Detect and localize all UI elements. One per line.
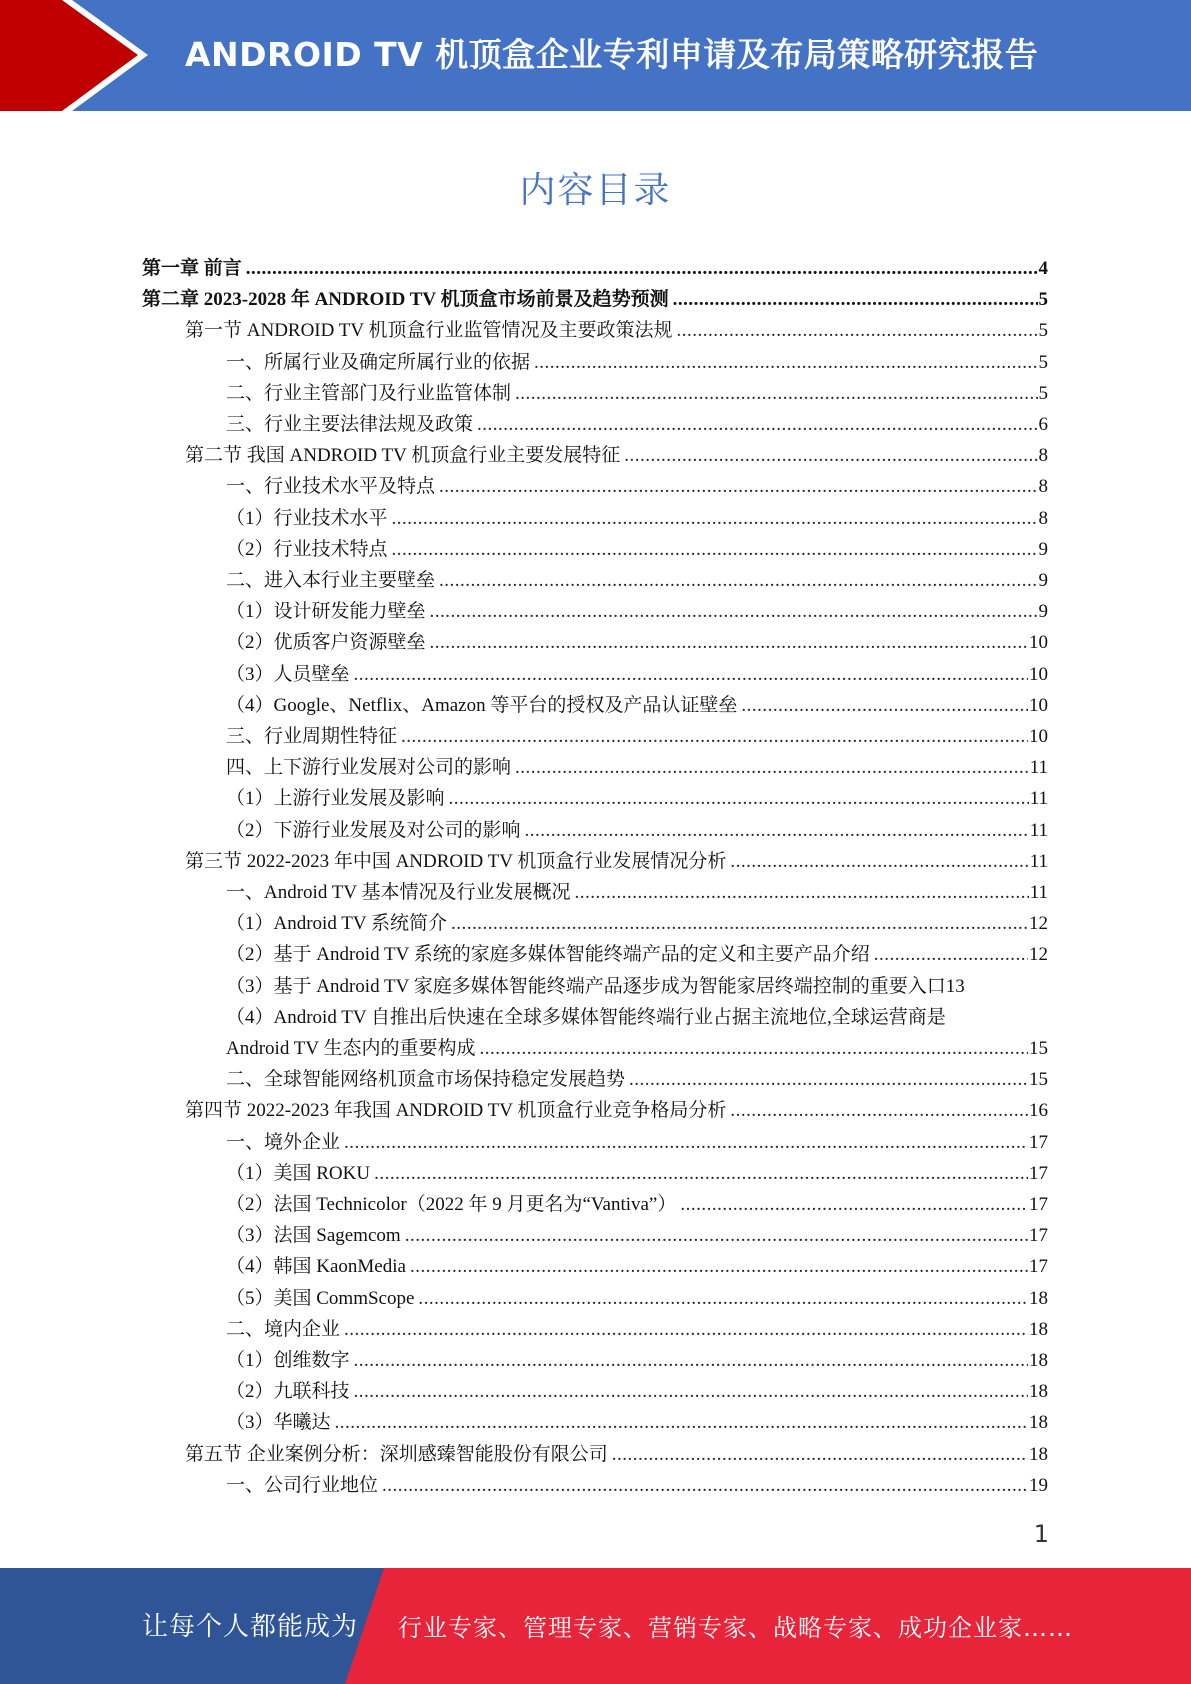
toc-entry[interactable] xyxy=(226,659,1048,690)
toc-leader-dots xyxy=(677,320,1038,342)
toc-leader-dots xyxy=(515,383,1037,405)
toc-entry-page: 17 xyxy=(1029,1131,1048,1153)
toc-entry-page: 8 xyxy=(1038,507,1048,529)
toc-entry[interactable] xyxy=(142,253,1048,284)
toc-entry[interactable] xyxy=(226,1407,1048,1438)
toc-entry-title: （2）优质客户资源壁垒 xyxy=(226,632,426,654)
toc-entry-title: 第二节 我国 ANDROID TV 机顶盒行业主要发展特征 xyxy=(185,445,621,467)
toc-entry[interactable] xyxy=(226,409,1048,440)
toc-entry[interactable] xyxy=(185,1439,1048,1470)
toc-entry-page: 6 xyxy=(1038,414,1048,435)
toc-leader-dots xyxy=(515,757,1029,779)
toc-entry-title: 第四节 2022-2023 年我国 ANDROID TV 机顶盒行业竞争格局分析 xyxy=(185,1100,727,1122)
toc-leader-dots xyxy=(354,664,1028,686)
toc-entry-page: 11 xyxy=(1029,757,1048,779)
toc-leader-dots xyxy=(477,414,1037,436)
toc-entry[interactable] xyxy=(226,815,1048,846)
toc-entry[interactable] xyxy=(226,471,1048,502)
toc-entry-page: 11 xyxy=(1029,882,1048,903)
toc-entry[interactable] xyxy=(185,846,1048,877)
toc-entry-page: 5 xyxy=(1038,382,1048,404)
toc-leader-dots xyxy=(439,570,1037,592)
toc-entry[interactable] xyxy=(226,1376,1048,1407)
toc-entry-title: 一、公司行业地位 xyxy=(226,1474,379,1496)
toc-entry-title: Android TV 生态内的重要构成 xyxy=(226,1038,476,1059)
toc-leader-dots xyxy=(335,1412,1028,1434)
toc-entry-page: 17 xyxy=(1029,1194,1048,1215)
toc-entry-page: 18 xyxy=(1029,1381,1048,1403)
toc-entry-title: （4）Android TV 自推出后快速在全球多媒体智能终端行业占据主流地位,全球运营商是 xyxy=(226,1006,946,1028)
toc-leader-dots xyxy=(439,476,1037,498)
toc-entry[interactable] xyxy=(226,1064,1048,1095)
toc-leader-dots xyxy=(479,1038,1028,1060)
toc-entry[interactable] xyxy=(226,1189,1048,1220)
footer-slogan-left: 让每个人都能成为 xyxy=(142,1612,359,1642)
toc-leader-dots xyxy=(405,1225,1028,1247)
toc-entry-title: （4）韩国 KaonMedia xyxy=(226,1256,406,1278)
header-band xyxy=(0,0,1191,111)
toc-entry-page: 10 xyxy=(1029,663,1048,685)
toc-entry-title: （3）华曦达 xyxy=(226,1412,331,1434)
toc-entry[interactable] xyxy=(226,534,1048,565)
toc-entry-title: 三、行业主要法律法规及政策 xyxy=(226,414,474,435)
toc-entry-title: （1）Android TV 系统简介 xyxy=(226,913,447,935)
toc-entry-page: 5 xyxy=(1038,320,1048,342)
toc-entry-title: （1）行业技术水平 xyxy=(226,507,388,529)
toc-leader-dots xyxy=(629,1069,1028,1091)
toc-entry-page: 15 xyxy=(1029,1038,1048,1059)
toc-entry-title: 一、行业技术水平及特点 xyxy=(226,476,436,498)
toc-entry[interactable] xyxy=(185,440,1048,471)
toc-entry-page: 12 xyxy=(1029,913,1048,935)
toc-entry-page: 10 xyxy=(1029,632,1048,654)
toc-leader-dots xyxy=(525,820,1029,842)
toc-entry-page: 10 xyxy=(1029,694,1048,716)
toc-leader-dots xyxy=(673,289,1038,311)
toc-entry-page: 11 xyxy=(1029,819,1048,841)
toc-entry[interactable] xyxy=(226,1314,1048,1345)
toc-leader-dots xyxy=(451,913,1028,935)
toc-leader-dots xyxy=(449,788,1029,810)
toc-leader-dots xyxy=(354,1381,1028,1403)
toc-entry-title: 一、所属行业及确定所属行业的依据 xyxy=(226,351,531,373)
toc-entry-title: （2）基于 Android TV 系统的家庭多媒体智能终端产品的定义和主要产品介绍 xyxy=(226,944,870,966)
footer-band xyxy=(0,1568,1191,1684)
toc-entry[interactable] xyxy=(226,596,1048,627)
toc-entry-title: 二、全球智能网络机顶盒市场保持稳定发展趋势 xyxy=(226,1069,626,1091)
toc-entry-title: （1）设计研发能力壁垒 xyxy=(226,601,426,623)
toc-entry[interactable] xyxy=(226,1127,1048,1158)
toc-entry-page: 9 xyxy=(1038,538,1048,560)
toc-entry-page: 17 xyxy=(1029,1256,1048,1278)
toc-leader-dots xyxy=(612,1444,1028,1466)
toc-entry-page: 19 xyxy=(1029,1474,1048,1496)
toc-entry-title: 一、境外企业 xyxy=(226,1131,341,1153)
toc-entry-page: 9 xyxy=(1038,601,1048,623)
toc-leader-dots xyxy=(741,695,1028,717)
toc-entry-page: 11 xyxy=(1029,850,1048,872)
toc-heading: 内容目录 xyxy=(519,170,672,211)
toc-leader-dots xyxy=(410,1256,1028,1278)
toc-entry-title: （2）下游行业发展及对公司的影响 xyxy=(226,819,521,841)
toc-leader-dots xyxy=(344,1132,1028,1154)
toc-leader-dots xyxy=(430,632,1028,654)
toc-entry-page: 16 xyxy=(1029,1100,1048,1122)
toc-entry[interactable] xyxy=(226,939,1048,970)
page-number: 1 xyxy=(1033,1520,1049,1548)
toc-leader-dots xyxy=(624,445,1037,467)
toc-entry-title: （1）美国 ROKU xyxy=(226,1162,371,1184)
toc-leader-dots xyxy=(418,1288,1028,1310)
toc-entry-page: 11 xyxy=(1029,788,1048,810)
toc-entry-title: （3）人员壁垒 xyxy=(226,663,350,685)
toc-entry[interactable] xyxy=(226,1251,1048,1282)
toc-entry-title: 第三节 2022-2023 年中国 ANDROID TV 机顶盒行业发展情况分析 xyxy=(185,850,727,872)
toc-leader-dots xyxy=(534,352,1037,374)
toc-leader-dots xyxy=(874,944,1028,966)
toc-entry[interactable] xyxy=(226,752,1048,783)
toc-entry[interactable] xyxy=(226,1033,1048,1064)
toc-entry-title: （3）法国 Sagemcom xyxy=(226,1225,401,1247)
toc-entry-title: （2）行业技术特点 xyxy=(226,538,388,560)
toc-entry[interactable] xyxy=(226,627,1048,658)
toc-entry-title: 二、进入本行业主要壁垒 xyxy=(226,570,436,591)
toc-entry[interactable] xyxy=(226,1002,1048,1033)
toc-entry[interactable] xyxy=(226,347,1048,378)
toc-entry-title: 二、境内企业 xyxy=(226,1318,341,1340)
toc-leader-dots xyxy=(401,726,1028,748)
toc-entry-title: （4）Google、Netflix、Amazon 等平台的授权及产品认证壁垒 xyxy=(226,694,738,716)
toc-leader-dots xyxy=(680,1194,1028,1216)
report-title: ANDROID TV 机顶盒企业专利申请及布局策略研究报告 xyxy=(185,35,1039,74)
toc-entry[interactable] xyxy=(226,721,1048,752)
toc-entry[interactable] xyxy=(226,1345,1048,1376)
toc-leader-dots xyxy=(392,508,1038,530)
toc-entry[interactable] xyxy=(226,783,1048,814)
toc-leader-dots xyxy=(374,1163,1028,1185)
toc-entry[interactable] xyxy=(226,1220,1048,1251)
toc-entry-page: 4 xyxy=(1038,258,1048,279)
toc-entry-title: 四、上下游行业发展对公司的影响 xyxy=(226,757,512,779)
toc-entry-page: 18 xyxy=(1029,1412,1048,1434)
toc-entry[interactable] xyxy=(226,1158,1048,1189)
toc-entry-page: 5 xyxy=(1038,289,1048,311)
toc-entry-title: 三、行业周期性特征 xyxy=(226,726,398,747)
toc-entry-page: 17 xyxy=(1029,1225,1048,1247)
toc-entry-title: 第一章 前言 xyxy=(142,258,242,279)
toc-leader-dots xyxy=(354,1350,1028,1372)
toc-entry-page: 10 xyxy=(1029,726,1048,747)
toc-entry-page: 15 xyxy=(1029,1069,1048,1091)
toc-entry-page: 17 xyxy=(1029,1162,1048,1184)
toc-entry[interactable] xyxy=(142,284,1048,315)
toc-leader-dots xyxy=(730,851,1028,873)
toc-entry-page: 9 xyxy=(1038,570,1048,591)
toc-entry-page: 13 xyxy=(945,975,965,997)
toc-leader-dots xyxy=(574,882,1028,904)
toc-entry-title: 第一节 ANDROID TV 机顶盒行业监管情况及主要政策法规 xyxy=(185,320,673,342)
toc-entry[interactable] xyxy=(226,378,1048,409)
toc-entry-title: （5）美国 CommScope xyxy=(226,1287,415,1309)
toc-entry-page: 8 xyxy=(1038,445,1048,467)
toc-entry-title: 二、行业主管部门及行业监管体制 xyxy=(226,382,512,404)
toc-entry[interactable] xyxy=(226,1470,1048,1501)
toc-entry-title: （1）上游行业发展及影响 xyxy=(226,788,445,810)
toc-entry-page: 18 xyxy=(1029,1350,1048,1371)
toc-leader-dots xyxy=(430,601,1038,623)
footer-slogan-right: 行业专家、管理专家、营销专家、战略专家、成功企业家…… xyxy=(398,1614,1073,1642)
toc-entry[interactable] xyxy=(226,503,1048,534)
toc-entry-page: 12 xyxy=(1029,944,1048,966)
toc-entry-title: （2）法国 Technicolor（2022 年 9 月更名为“Vantiva”） xyxy=(226,1194,677,1215)
toc-entry-page: 18 xyxy=(1029,1287,1048,1309)
toc-entry-title: （2）九联科技 xyxy=(226,1381,350,1403)
toc-leader-dots xyxy=(730,1100,1028,1122)
toc-entry[interactable] xyxy=(185,1095,1048,1126)
toc-entry-page: 5 xyxy=(1038,351,1048,373)
toc-entry-title: 第二章 2023-2028 年 ANDROID TV 机顶盒市场前景及趋势预测 xyxy=(142,289,669,311)
toc-leader-dots xyxy=(382,1475,1028,1497)
toc-entry-title: 第五节 企业案例分析：深圳感臻智能股份有限公司 xyxy=(185,1443,608,1465)
toc-entry[interactable] xyxy=(226,971,1048,1002)
toc-entry-title: 一、Android TV 基本情况及行业发展概况 xyxy=(226,882,571,903)
toc-entry-title: （1）创维数字 xyxy=(226,1350,350,1371)
toc-entry-page: 8 xyxy=(1038,476,1048,498)
toc-entry-page: 18 xyxy=(1029,1443,1048,1465)
toc-entry[interactable] xyxy=(226,565,1048,596)
toc-entry[interactable] xyxy=(185,315,1048,346)
toc-leader-dots xyxy=(392,539,1038,561)
toc-entry[interactable] xyxy=(226,1283,1048,1314)
toc-entry-page: 18 xyxy=(1029,1318,1048,1340)
toc-leader-dots xyxy=(246,258,1038,280)
toc-leader-dots xyxy=(344,1319,1028,1341)
toc-entry[interactable] xyxy=(226,690,1048,721)
toc-entry[interactable] xyxy=(226,877,1048,908)
toc-entry-title: （3）基于 Android TV 家庭多媒体智能终端产品逐步成为智能家居终端控制的重要入口 xyxy=(226,975,946,997)
toc-entry[interactable] xyxy=(226,908,1048,939)
